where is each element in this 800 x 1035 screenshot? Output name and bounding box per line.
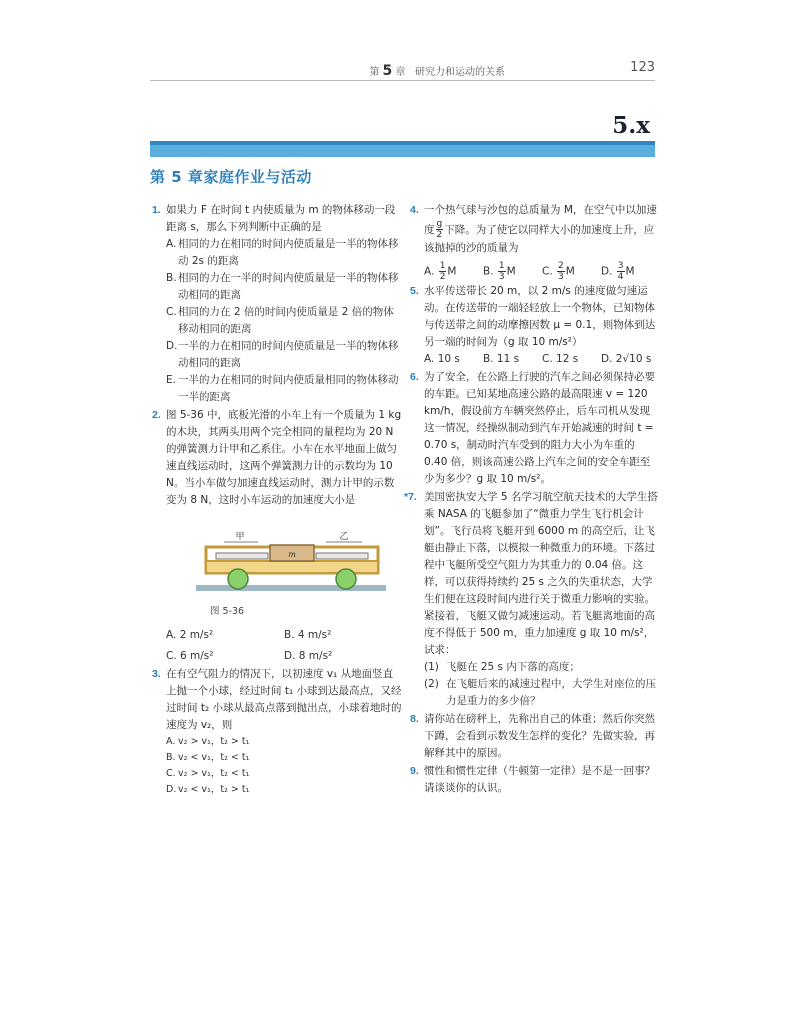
sub-question-2: (2) 在飞艇后来的减速过程中，大学生对座位的压力是重力的多少倍？ bbox=[424, 678, 656, 707]
question-text: 水平传送带长 20 m，以 2 m/s 的速度做匀速运动。在传送带的一端轻轻放上一个物体，已知物体与传送带之间的动摩擦因数 μ = 0.1，则物体到达另一端的时间为（g 取 10 m/s²） bbox=[424, 285, 656, 348]
question-5-options bbox=[424, 351, 660, 368]
options-row-1 bbox=[166, 627, 402, 644]
question-9 bbox=[410, 763, 660, 797]
ground bbox=[196, 585, 386, 591]
option-a: A. 10 s bbox=[424, 353, 460, 365]
question-4 bbox=[410, 202, 660, 282]
question-text: 如果力 F 在时间 t 内使质量为 m 的物体移动一段距离 s，那么下列判断中正确的是 bbox=[166, 204, 396, 233]
question-8 bbox=[410, 711, 660, 762]
option-d: D. $\frac{3}{4}$ M bbox=[601, 261, 635, 282]
header-rule bbox=[150, 80, 655, 81]
label-yi: 乙 bbox=[339, 532, 349, 542]
question-number: 1. bbox=[152, 204, 161, 216]
option-e: E. 一半的力在相同的时间内使质量相同的物体移动一半的距离 bbox=[166, 374, 399, 403]
chapter-title: 研究力和运动的关系 bbox=[415, 67, 505, 78]
question-number: *7. bbox=[404, 491, 417, 503]
question-3-options bbox=[166, 734, 402, 798]
section-banner-accent bbox=[150, 141, 655, 145]
option-a: A. v₂ > v₁，t₂ > t₁ bbox=[166, 736, 250, 747]
option-a: A. 2 m/s² bbox=[166, 629, 214, 641]
cart-diagram bbox=[166, 517, 406, 599]
question-number: 6. bbox=[410, 371, 419, 383]
page-number: 123 bbox=[630, 60, 655, 75]
question-text: 为了安全，在公路上行驶的汽车之间必须保持必要的车距。已知某地高速公路的最高限速 v = 120 km/h，假设前方车辆突然停止，后车司机从发现这一情况，经操纵制动到汽车开始减速的时间 t = 0.70 s，制动时汽车受到的阻力大小为车重的 0.40 倍，则该高速公路上汽车之间的安全车距至少为多少？g 取 10 m/s²。 bbox=[424, 371, 655, 485]
fraction: $\frac{g}{2}$ bbox=[436, 219, 443, 240]
page-title: 第 5 章家庭作业与活动 bbox=[150, 168, 312, 186]
question-number: 8. bbox=[410, 713, 419, 725]
option-b: B. 4 m/s² bbox=[284, 629, 332, 641]
question-text: 美国密执安大学 5 名学习航空航天技术的大学生搭乘 NASA 的飞艇参加了“微重力学生飞行机会计划”。飞行员将飞艇开到 6000 m 的高空后，让飞艇由静止下落，以模拟一种微重力的环境。下落过程中飞艇所受空气阻力为其重力的 0.04 倍。这样，可以获得持续约 25 s 之久的失重状态，大学生们便在这段时间内进行关于微重力影响的实验。紧接着，飞艇又做匀减速运动。若飞艇离地面的高度不得低于 500 m，重力加速度 g 取 10 m/s²，试求： bbox=[424, 491, 658, 656]
option-a: A. 相同的力在相同的时间内使质量是一半的物体移动 2s 的距离 bbox=[166, 238, 399, 267]
sub-question-1: (1) 飞艇在 25 s 内下落的高度； bbox=[424, 661, 580, 673]
wheel-right bbox=[336, 569, 356, 589]
figure-5-36 bbox=[166, 517, 406, 617]
question-text: 一个热气球与沙包的总质量为 M，在空气中以加速度 $\frac{g}{2}$ 下降。为了使它以同样大小的加速度上升，应该抛掉的沙的质量为 bbox=[424, 204, 657, 254]
question-text: 惯性和惯性定律（牛顿第一定律）是不是一回事？请谈谈你的认识。 bbox=[424, 765, 655, 794]
question-number: 4. bbox=[410, 204, 419, 216]
option-d: D. 2√10 s bbox=[601, 353, 652, 365]
option-d: D. v₂ < v₁，t₂ > t₁ bbox=[166, 784, 250, 795]
running-header-chapter: 第 5 章 研究力和运动的关系 bbox=[369, 63, 505, 79]
section-mark: 5.x bbox=[612, 112, 650, 139]
option-b: B. 11 s bbox=[483, 353, 520, 365]
question-5 bbox=[410, 283, 660, 368]
option-c: C. 12 s bbox=[542, 353, 579, 365]
option-d: D. 8 m/s² bbox=[284, 650, 333, 662]
right-column bbox=[404, 202, 660, 798]
question-2 bbox=[152, 407, 402, 665]
figure-caption: 图 5-36 bbox=[210, 606, 245, 617]
option-c: C. 6 m/s² bbox=[166, 650, 214, 662]
option-a: A. $\frac{1}{2}$ M bbox=[424, 261, 457, 282]
spring-gauge-yi bbox=[316, 553, 368, 559]
option-d: D. 一半的力在相同的时间内使质量是一半的物体移动相同的距离 bbox=[166, 340, 399, 369]
question-4-options bbox=[424, 261, 660, 282]
question-6 bbox=[410, 369, 660, 488]
question-number: 9. bbox=[410, 765, 419, 777]
question-1 bbox=[152, 202, 402, 406]
option-c: C. v₂ > v₁，t₂ < t₁ bbox=[166, 768, 250, 779]
question-number: 5. bbox=[410, 285, 419, 297]
option-b: B. v₂ < v₁，t₂ < t₁ bbox=[166, 752, 250, 763]
question-3 bbox=[152, 666, 402, 798]
question-number: 3. bbox=[152, 668, 161, 680]
question-text: 在有空气阻力的情况下，以初速度 v₁ 从地面竖直上抛一个小球，经过时间 t₁ 小球到达最高点，又经过时间 t₂ 小球从最高点落到抛出点，小球着地时的速度为 v₂，则 bbox=[166, 668, 402, 731]
option-b: B. 相同的力在一半的时间内使质量是一半的物体移动相同的距离 bbox=[166, 272, 399, 301]
block-label: m bbox=[288, 550, 296, 559]
label-jia: 甲 bbox=[235, 532, 245, 542]
options-row-2 bbox=[166, 648, 402, 665]
wheel-left bbox=[228, 569, 248, 589]
option-c: C. 相同的力在 2 倍的时间内使质量是 2 倍的物体移动相同的距离 bbox=[166, 306, 394, 335]
option-b: B. $\frac{1}{3}$ M bbox=[483, 261, 516, 282]
question-number: 2. bbox=[152, 409, 161, 421]
spring-gauge-jia bbox=[216, 553, 268, 559]
running-header bbox=[150, 60, 655, 80]
question-7 bbox=[404, 489, 660, 710]
option-c: C. $\frac{2}{3}$ M bbox=[542, 261, 575, 282]
left-column bbox=[152, 202, 402, 799]
question-text: 图 5-36 中，底板光滑的小车上有一个质量为 1 kg 的木块，其两头用两个完全相同的量程均为 20 N 的弹簧测力计甲和乙系住。小车在水平地面上做匀速直线运动时，这两个弹簧测力计的示数均为 10 N。当小车做匀加速直线运动时，测力计甲的示数变为 8 N，这时小车运动的加速度大小是 bbox=[166, 409, 402, 506]
question-text: 请你站在磅秤上，先称出自己的体重；然后你突然下蹲，会看到示数发生怎样的变化？先做实验，再解释其中的原因。 bbox=[424, 713, 655, 759]
